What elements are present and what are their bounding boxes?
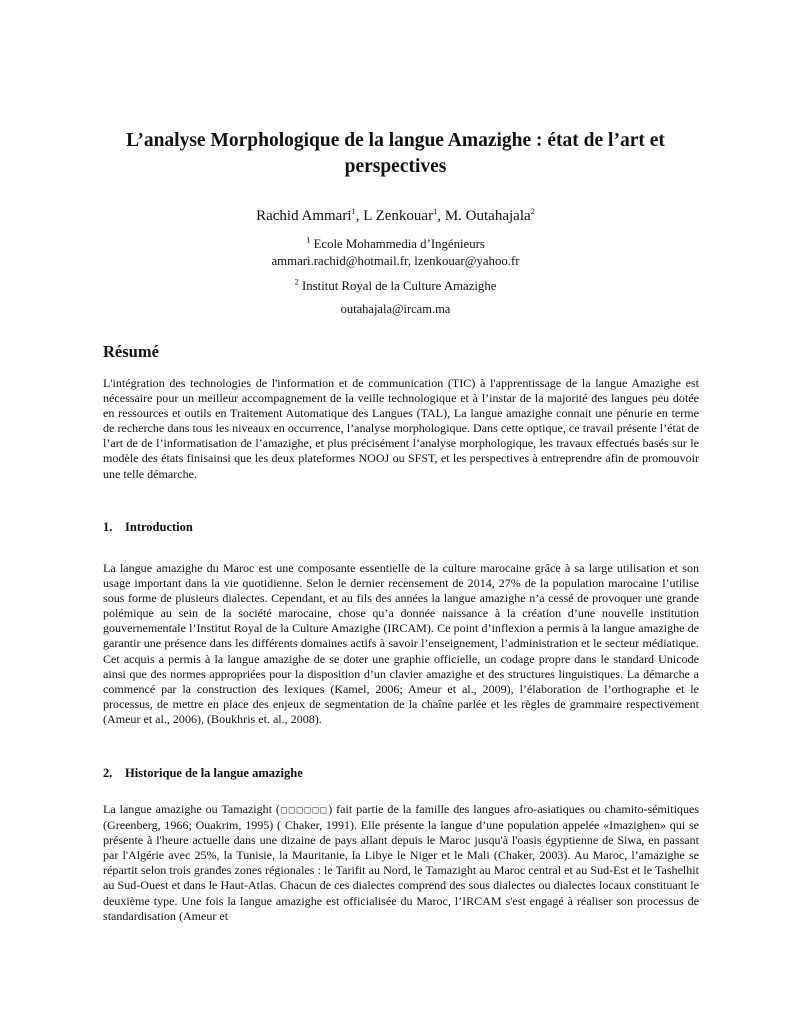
author-list — [0, 208, 791, 225]
section-2-number: 2. — [103, 766, 113, 780]
title-line-1: L’analyse Morphologique de la langue Amazighe : état de l’art et — [126, 130, 665, 151]
author-2-affil-mark: 1 — [433, 206, 438, 216]
author-1: Rachid Ammari — [256, 208, 352, 224]
author-2: , L Zenkouar — [355, 208, 434, 224]
section-2-title: Historique de la langue amazighe — [125, 766, 303, 780]
title-line-2: perspectives — [344, 156, 447, 177]
resume-paragraph: L'intégration des technologies de l'information et de communication (TIC) à l'apprentissage de la langue Amazighe est nécessaire pour un meilleur accompagnement de la veille technologique et à l’instar de la majorité des langues peu dotée en ressources et outils en Traitement Automatique des Langues (TAL), La langue amazighe connait une pénurie en terme de recherche dans tous les niveaux en occurrence, l’analyse morphologique. Dans cette optique, ce travail présente l’état de l’art de de l’informatisation de l’amazighe, et plus précisément l’analyse morphologique, les travaux effectués basés sur le modèle des états finisainsi que les deux plateformes NOOJ ou SFST, et les perspectives à entreprendre afin de promouvoir une telle démarche. — [103, 376, 699, 481]
affiliation-1 — [0, 236, 791, 253]
section-1-title: Introduction — [125, 520, 193, 534]
section-2-paragraph — [103, 802, 699, 924]
section-1-number: 1. — [103, 520, 113, 534]
author-3-affil-mark: 2 — [530, 206, 535, 216]
section-2-text-rest: ) fait partie de la famille des langues afro-asiatiques ou chamito-sémitiques (Greenberg, 1966; Ouakrim, 1995) ( Chaker, 1991). Elle présente la langue d’une population appelée «Imazighen» qui se présente à l'heure actuelle dans une dizaine de pays allant depuis le Maroc jusqu'à l'oasis égyptienne de Siwa, en passant par l'Algérie avec 25%, la Tunisie, la Mauritanie, la Libye le Niger et le Mali (Chaker, 2003). Au Maroc, l’amazighe se répartit selon trois grandes zones régionales : le Tarifit au Nord, le Tamazight au Maroc central et au Sud-Est et le Tashelhit au Sud-Ouest et dans le Haut-Atlas. Chacun de ces dialectes comprend des sous dialectes ou dialectes locaux constituant le deuxième type. Une fois la langue amazighe est officialisée du Maroc, l’IRCAM s'est engagé à réaliser son processus de standardisation (Ameur et — [103, 802, 700, 923]
author-1-affil-mark: 1 — [351, 206, 356, 216]
tifinagh-glyphs: □□□□□□ — [279, 805, 329, 816]
affiliation-2-mark: 2 — [294, 276, 299, 287]
section-1-paragraph: La langue amazighe du Maroc est une composante essentielle de la culture marocaine grâce à sa large utilisation et son usage important dans la vie quotidienne. Selon le dernier recensement de 2014, 27% de la population marocaine l’utilise sous forme de plusieurs dialectes. Cependant, et au fils des années la langue amazighe n’a cessé de provoquer une grande polémique au sein de la société marocaine, chose qu’a donnée naissance à la création d’une nouvelle institution gouvernementale l’Institut Royal de la Culture Amazighe (IRCAM). Ce point d’inflexion a permis à la langue amazighe de garantir une présence dans les différents domaines actifs à savoir l’enseignement, l’administration et le secteur médiatique. Cet acquis a permis à la langue amazighe de se doter une graphie officielle, un codage propre dans le standard Unicode ainsi que des normes appropriées pour la disposition d’un clavier amazighe et des structures linguistiques. La démarche a commencé par la construction des lexiques (Kamel, 2006; Ameur et al., 2009), l’élaboration de l’orthographe et le processus, de mettre en place des enjeux de segmentation de la chaîne parlée et les règles de grammaire respectivement (Ameur et al., 2006), (Boukhris et. al., 2008). — [103, 561, 699, 726]
affiliation-1-emails: ammari.rachid@hotmail.fr, lzenkouar@yahoo.fr — [271, 254, 520, 268]
affiliation-2-name: Institut Royal de la Culture Amazighe — [298, 279, 497, 293]
affiliation-1-mark: 1 — [306, 234, 311, 245]
resume-heading: Résumé — [103, 342, 159, 361]
section-1-heading — [103, 520, 193, 535]
affiliation-1-name: Ecole Mohammedia d’Ingénieurs — [310, 237, 485, 251]
section-2-text-start: La langue amazighe ou Tamazight ( — [103, 802, 280, 816]
affiliation-2 — [0, 278, 791, 295]
author-3: , M. Outahajala — [437, 208, 531, 224]
section-2-heading — [103, 766, 303, 781]
affiliation-2-email: outahajala@ircam.ma — [340, 302, 451, 316]
paper-title — [80, 128, 711, 180]
